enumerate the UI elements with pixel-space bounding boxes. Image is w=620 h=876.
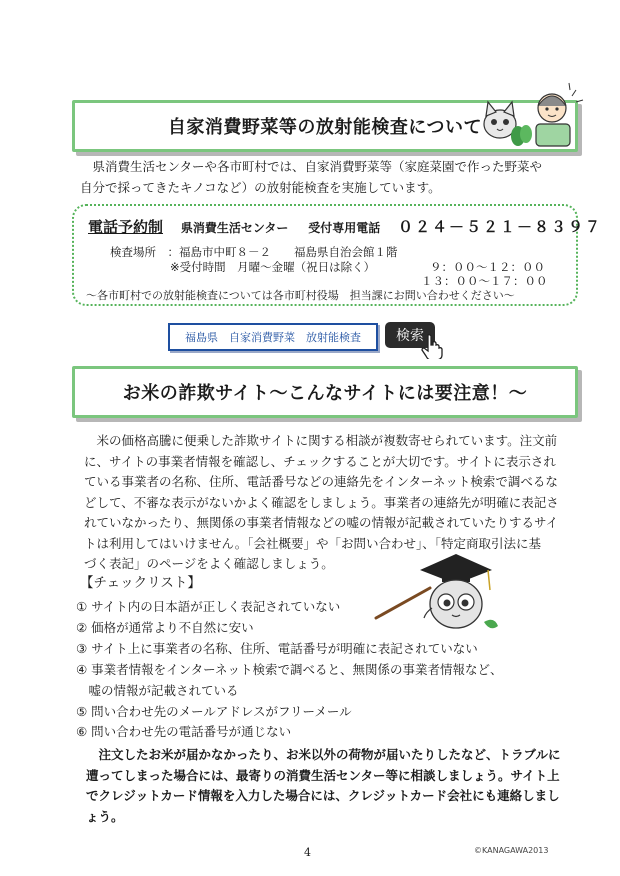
body-line: 米の価格高騰に便乗した詐欺サイトに関する相談が複数寄せられています。注文前 xyxy=(96,433,558,448)
body-line: どして、不審な表示がないかよく確認をしましょう。事業者の連絡先が明確に表記さ xyxy=(84,494,559,510)
phone-center: 県消費生活センター xyxy=(180,221,289,235)
checklist-item: ⑤ 問い合わせ先のメールアドレスがフリーメール xyxy=(76,704,352,719)
phone-accept: 受付専用電話 xyxy=(308,221,381,235)
checklist-item: ③ サイト上に事業者の名称、住所、電話番号が明確に表記されていない xyxy=(76,641,478,656)
checklist-title: 【チェックリスト】 xyxy=(80,575,201,591)
closing-paragraph xyxy=(86,745,574,827)
phone-label: 電話予約制 xyxy=(88,218,164,236)
municipal-note: ～各市町村での放射能検査については各市町村役場 担当課にお問い合わせください～ xyxy=(86,289,515,302)
checklist-item: 嘘の情報が記載されている xyxy=(76,683,239,698)
body-line: トは利用してはいけません。「会社概要」や「お問い合わせ」、「特定商取引法に基 xyxy=(84,535,542,551)
section-title-text: 自家消費野菜等の放射能検査について xyxy=(167,117,483,138)
intro-line: 県消費生活センターや各市町村では、自家消費野菜等（家庭菜園で作った野菜や xyxy=(92,159,543,174)
checklist-item: ⑥ 問い合わせ先の電話番号が通じない xyxy=(76,724,292,739)
hours-afternoon: １３：００～１７：００ xyxy=(421,274,548,288)
phone-reservation-box xyxy=(72,204,603,306)
section-title-rice-scam xyxy=(72,366,578,418)
checklist-item: ① サイト内の日本語が正しく表記されていない xyxy=(76,599,341,614)
body-line: れていなかったり、無関係の事業者情報などの嘘の情報が記載されていたりするサイ xyxy=(84,515,559,530)
copyright: ©KANAGAWA2013 xyxy=(474,846,549,855)
phone-header xyxy=(88,216,602,237)
cat-teacher-illustration xyxy=(372,548,504,640)
closing-line: 遭ってしまった場合には、最寄りの消費生活センター等に相談しましょう。サイト上 xyxy=(86,767,560,783)
intro-paragraph xyxy=(80,157,565,198)
checklist-item: ④ 事業者情報をインターネット検索で調べると、無関係の事業者情報など、 xyxy=(76,662,503,677)
search-input[interactable] xyxy=(168,323,378,351)
search-button-label: 検索 xyxy=(396,328,424,344)
intro-line: 自分で採ってきたキノコなど）の放射能検査を実施しています。 xyxy=(80,179,441,195)
closing-line: でクレジットカード情報を入力した場合には、クレジットカード会社にも連絡しまし xyxy=(86,788,560,803)
inspection-place: 検査場所 ：福島市中町８－２ 福島県自治会館１階 xyxy=(110,245,398,259)
hours-morning: ９：００～１２：００ xyxy=(430,260,545,274)
page-number: 4 xyxy=(304,846,311,859)
closing-line: 注文したお米が届かなかったり、お米以外の荷物が届いたりしたなど、トラブルに xyxy=(98,747,561,762)
closing-line: ょう。 xyxy=(86,808,124,824)
phone-number[interactable]: ０２４－５２１－８３９７ xyxy=(398,218,603,236)
pointer-hand-icon xyxy=(420,333,446,359)
cat-farmer-illustration xyxy=(470,78,588,150)
search-query: 福島県 自家消費野菜 放射能検査 xyxy=(185,331,361,344)
hours-label: ※受付時間 月曜～金曜（祝日は除く） xyxy=(170,260,376,274)
checklist-item: ② 価格が通常より不自然に安い xyxy=(76,620,254,635)
body-line: ている事業者の名称、住所、電話番号などの連絡先をインターネット検索で調べるな xyxy=(84,474,558,489)
body-line: づく表記」のページをよく確認しましょう。 xyxy=(84,556,334,571)
section-title-text: お米の詐欺サイト～こんなサイトには要注意！～ xyxy=(122,383,528,404)
body-line: に、サイトの事業者情報を確認し、チェックすることが大切です。サイトに表示され xyxy=(84,453,556,469)
